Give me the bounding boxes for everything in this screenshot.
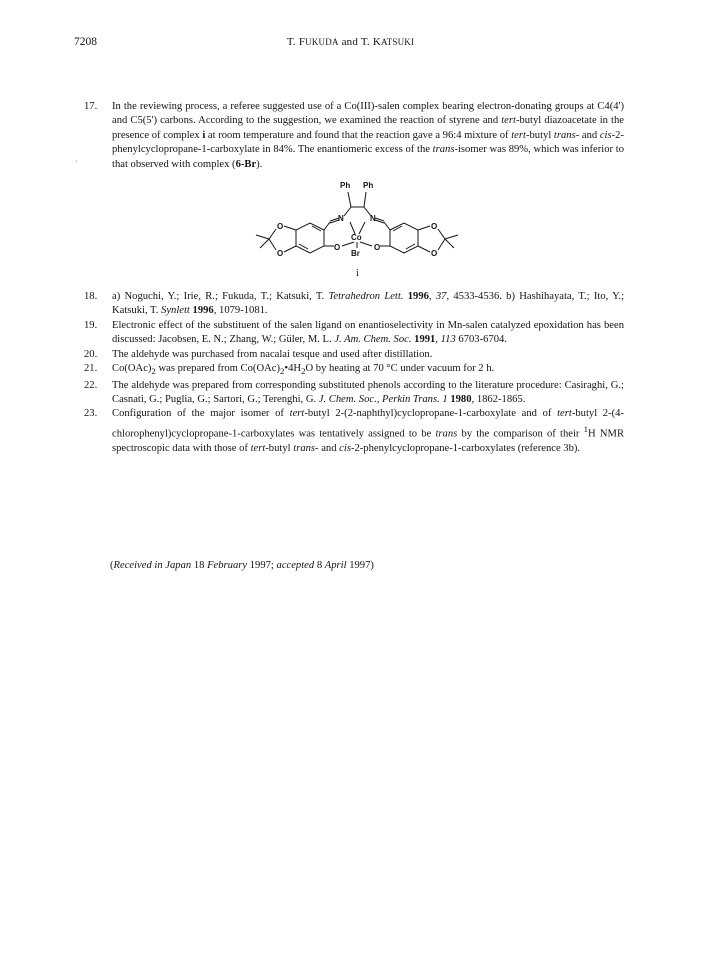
note-text: The aldehyde was prepared from corresponding substituted phenols according to the literature procedure: Casiraghi, G.; Casnati, G.; Puglia, G.; Sartori, G.; Terenghi, G. bbox=[112, 379, 624, 405]
received-month: February bbox=[207, 560, 248, 571]
note-text: a) Noguchi, Y.; Irie, R.; Fukuda, T.; Katsuki, T. bbox=[112, 291, 329, 303]
received-text: 8 bbox=[314, 560, 325, 571]
note-text: , 1862-1865. bbox=[471, 393, 526, 405]
note-text: H NMR spectroscopic data with those of bbox=[112, 428, 625, 454]
note-20 bbox=[84, 348, 624, 362]
author-a-initial: T. F bbox=[286, 36, 306, 48]
received-text: 1997) bbox=[346, 560, 374, 571]
journal-year: 1996 bbox=[189, 305, 214, 317]
structure-label-o-left: O bbox=[334, 243, 341, 253]
note-text: -2-phenylcyclopropane-1-carboxylates (reference 3b). bbox=[350, 442, 581, 454]
author-and: and T. K bbox=[338, 36, 381, 48]
note-text: -butyl 2-(2-naphthyl)cyclopropane-1-carboxylate and of bbox=[304, 408, 558, 420]
subscript: 2 bbox=[301, 366, 306, 377]
note-number: 17. bbox=[84, 101, 98, 112]
journal-name: J. Chem. Soc., Perkin Trans. 1 bbox=[318, 393, 448, 405]
journal-name: Tetrahedron Lett. bbox=[328, 291, 404, 303]
note-text: , bbox=[428, 291, 436, 303]
note-text: ). bbox=[256, 158, 263, 170]
note-text-italic: cis bbox=[339, 442, 351, 454]
note-text: O by heating at 70 °C under vacuum for 2 h. bbox=[305, 363, 495, 375]
structure-label-n-right: N bbox=[370, 214, 376, 224]
note-text: -butyl 2-(4-chlorophenyl)cyclopropane-1-carboxylates was tentatively assigned to be bbox=[112, 408, 624, 440]
note-text: -butyl bbox=[525, 129, 554, 141]
note-compound-ref: i bbox=[202, 129, 206, 141]
note-text-italic: tert bbox=[250, 442, 266, 454]
received-month: April bbox=[324, 560, 347, 571]
co-salen-structure bbox=[112, 174, 612, 286]
structure-label-n-left: N bbox=[338, 214, 344, 224]
note-text-italic: tert bbox=[501, 115, 516, 127]
running-head bbox=[0, 36, 701, 48]
journal-volume: 37 bbox=[435, 291, 447, 303]
note-text-italic: trans bbox=[553, 129, 576, 141]
received-text: 1997; bbox=[247, 560, 277, 571]
journal-year: 1996 bbox=[403, 291, 429, 303]
note-23 bbox=[84, 407, 624, 456]
note-22 bbox=[84, 379, 624, 408]
subscript: 2 bbox=[279, 366, 285, 377]
note-text: , 1079-1081. bbox=[213, 305, 268, 317]
journal-name: J. Am. Chem. Soc. bbox=[334, 334, 412, 346]
note-text: -2-phenylcyclopropane-1-carboxylate in 84%. The enantiomeric excess of the bbox=[112, 129, 624, 156]
note-number: 21. bbox=[84, 363, 98, 375]
subscript: 2 bbox=[151, 366, 156, 377]
author-a-surname-smallcaps: UKUDA bbox=[305, 37, 339, 47]
note-19 bbox=[84, 319, 624, 348]
note-text: by the comparison of their bbox=[457, 428, 584, 440]
note-text-italic: tert bbox=[557, 408, 572, 420]
note-text-italic: tert bbox=[511, 129, 526, 141]
note-text: Co(OAc) bbox=[112, 363, 152, 375]
structure-label-o-acetal: O bbox=[277, 249, 284, 259]
note-text: at room temperature and found that the reaction gave a 96:4 mixture of bbox=[205, 129, 512, 141]
note-text: -butyl bbox=[265, 442, 294, 454]
note-text: Electronic effect of the substituent of the salen ligand on enantioselectivity in Mn-salen catalyzed epoxidation has been discussed: Jacobsen, E. N.; Zhang, W.; Güler, M. L. bbox=[112, 319, 624, 346]
note-text: -butyl diazoacetate in the presence of complex bbox=[112, 115, 625, 141]
note-compound-ref: 6-Br bbox=[235, 158, 257, 170]
note-text-italic: tert bbox=[289, 408, 305, 420]
note-text: , bbox=[435, 334, 441, 346]
structure-label-ph-right: Ph bbox=[363, 181, 374, 191]
note-text: •4H bbox=[284, 363, 302, 375]
structure-label-o-right: O bbox=[374, 243, 381, 253]
note-text-italic: trans bbox=[435, 428, 458, 440]
page-number: 7208 bbox=[74, 36, 97, 48]
received-text: ( bbox=[110, 560, 114, 571]
note-text: 6703-6704. bbox=[455, 334, 507, 346]
note-number: 20. bbox=[84, 348, 98, 360]
note-text: In the reviewing process, a referee suggested use of a Co(III)-salen complex bearing electron-donating groups at C4(4') and C5(5') carbons. According to the suggestion, we examined the reaction of styrene and bbox=[112, 101, 624, 127]
structure-label-br: Br bbox=[351, 249, 360, 259]
compound-label: i bbox=[356, 268, 359, 280]
note-number: 22. bbox=[84, 379, 98, 391]
note-text-italic: trans bbox=[293, 442, 316, 454]
notes-list bbox=[84, 100, 624, 456]
note-text: was prepared from Co(OAc) bbox=[155, 363, 280, 375]
structure-label-o-acetal: O bbox=[431, 249, 438, 259]
stray-mark: · bbox=[75, 156, 78, 166]
note-18 bbox=[84, 290, 624, 319]
structure-label-o-acetal: O bbox=[277, 222, 284, 232]
note-text: The aldehyde was purchased from nacalai tesque and used after distillation. bbox=[112, 348, 433, 360]
note-text: , 4533-4536. b) Hashihayata, T.; Ito, Y.; Katsuki, T. bbox=[112, 291, 625, 317]
author-b-surname-smallcaps: ATSUKI bbox=[380, 37, 415, 47]
note-text: - and bbox=[315, 442, 340, 454]
received-text-italic: accepted bbox=[276, 560, 315, 571]
note-number: 19. bbox=[84, 319, 98, 331]
note-text: Configuration of the major isomer of bbox=[112, 408, 290, 420]
received-text-italic: Received in Japan bbox=[113, 560, 192, 571]
note-number: 18. bbox=[84, 291, 98, 303]
journal-year: 1991 bbox=[411, 334, 436, 346]
received-dates bbox=[110, 560, 374, 571]
note-text: -isomer was 89%, which was inferior to that observed with complex ( bbox=[112, 144, 624, 170]
superscript: 1 bbox=[583, 423, 589, 434]
note-text-italic: cis bbox=[599, 129, 612, 141]
structure-label-o-acetal: O bbox=[431, 222, 438, 232]
note-number: 23. bbox=[84, 408, 98, 420]
structure-label-ph-left: Ph bbox=[340, 181, 351, 191]
note-text: - and bbox=[575, 129, 600, 141]
structure-label-co: Co bbox=[351, 233, 362, 243]
journal-volume: 113 bbox=[440, 334, 456, 346]
journal-name: Synlett bbox=[161, 305, 190, 317]
journal-year: 1980 bbox=[447, 393, 472, 405]
note-text-italic: trans bbox=[432, 144, 455, 156]
note-17 bbox=[84, 100, 624, 286]
received-text: 18 bbox=[191, 560, 208, 571]
note-21 bbox=[84, 362, 624, 379]
